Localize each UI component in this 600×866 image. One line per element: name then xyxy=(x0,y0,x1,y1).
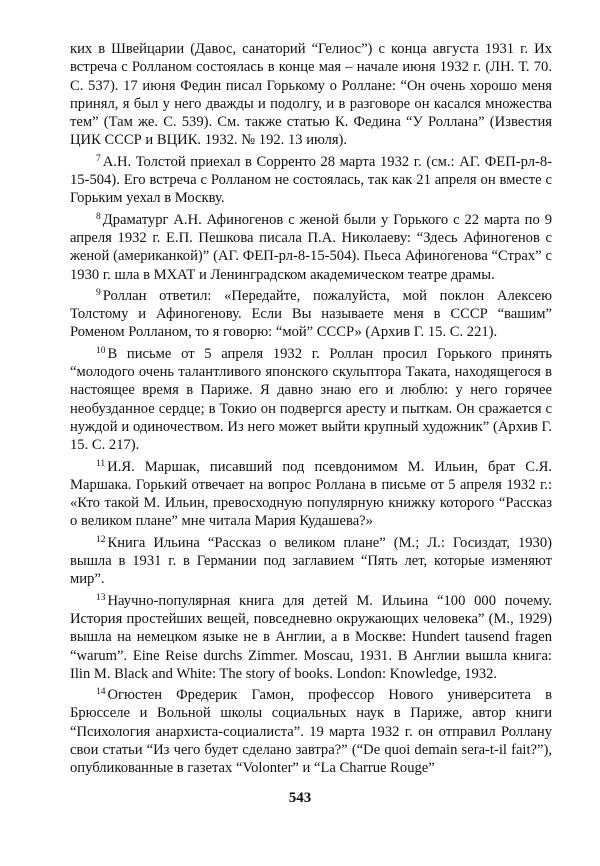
footnote-9: $^9$ Роллан ответил: «Передайте, пожалуйста, мой поклон Алексею Толстому и Афиногенову. Если Вы называете меня в СССР “вашим” Роменом Ролланом, то я говорю: “мой” СССР» (Архив Г. 15. С. 221). xyxy=(70,287,552,341)
footnote-number: 7 xyxy=(96,153,101,164)
footnote-number: 9 xyxy=(96,287,101,298)
footnote-7: $^7$ А.Н. Толстой приехал в Сорренто 28 марта 1932 г. (см.: АГ. ФЕП-рл-8-15-504). Его встреча с Ролланом не состоялась, так как 21 апреля он вместе с Горьким уехал в Москву. xyxy=(70,153,552,207)
footnotes-block xyxy=(70,40,552,778)
footnote-number: 13 xyxy=(96,592,106,603)
footnote-continued: ких в Швейцарии (Давос, санаторий “Гелиос”) с конца августа 1931 г. Их встреча с Ролланом состоялась в конце мая – начале июня 1932 г. (ЛН. Т. 70. С. 537). 17 июня Федин писал Горькому о Роллане: “Он очень хорошо меня принял, я был у него дважды и подолгу, и в разговоре он касался множества тем” (Там же. С. 539). См. также статью К. Федина “У Роллана” (Известия ЦИК СССР и ВЦИК. 1932. № 192. 13 июля). xyxy=(70,41,552,149)
footnote-number: 14 xyxy=(96,687,106,698)
footnote-14: $^{14}$ Огюстен Фредерик Гамон, профессор Нового университета в Брюсселе и Вольной школы социальных наук в Париже, автор книги “Психология анархиста-социалиста”. 19 марта 1932 г. он отправил Роллану свои статьи “Из чего будет сделано завтра?” (“De quoi demain sera-t-il fait?”), опубликованные в газетах “Volonter” и “La Charrue Rouge” xyxy=(70,687,552,777)
footnote-13: $^{13}$ Научно-популярная книга для детей М. Ильина “100 000 почему. История простейших вещей, повседневно окружающих человека” (М., 1929) вышла на немецком языке не в Англии, а в Москве: Hundert tausend fragen “warum”. Eine Reise durchs Zimmer. Moscau, 1931. В Англии вышла книга: Ilin M. Black and White: The story of books. London: Knowledge, 1932. xyxy=(70,592,552,682)
footnote-number: 12 xyxy=(96,534,106,545)
footnote-11: $^{11}$ И.Я. Маршак, писавший под псевдонимом М. Ильин, брат С.Я. Маршака. Горький отвечает на вопрос Роллана в письме от 5 апреля 1932 г.: «Кто такой М. Ильин, превосходную популярную книжку которого “Рассказ о великом плане” мне читала Мария Кудашева?» xyxy=(70,458,552,530)
page-number: 543 xyxy=(288,790,312,806)
footnote-number: 8 xyxy=(96,211,101,222)
footnote-12: $^{12}$ Книга Ильина “Рассказ о великом плане” (М.; Л.: Госиздат, 1930) вышла в 1931 г. в Германии под заглавием “Пять лет, которые изменяют мир”. xyxy=(70,534,552,588)
footnote-8: $^8$ Драматург А.Н. Афиногенов с женой были у Горького с 22 марта по 9 апреля 1932 г. Е.П. Пешкова писала П.А. Николаеву: “Здесь Афиногенов с женой (американкой)” (АГ. ФЕП-рл-8-15-504). Пьеса Афиногенова “Страх” с 1930 г. шла в МХАТ и Ленинградском академическом театре драмы. xyxy=(70,211,552,283)
footnote-number: 11 xyxy=(96,458,106,469)
footnote-number: 10 xyxy=(96,345,106,356)
footnote-10: $^{10}$ В письме от 5 апреля 1932 г. Роллан просил Горького принять “молодого очень талантливого японского скульптора Таката, находящегося в настоящее время в Париже. Я давно знаю его и люблю: у него горячее необузданное сердце; в Токио он подвергся аресту и пыткам. Он сражается с нуждой и одиночеством. Из него может выйти крупный художник” (Архив Г. 15. С. 217). xyxy=(70,345,552,454)
